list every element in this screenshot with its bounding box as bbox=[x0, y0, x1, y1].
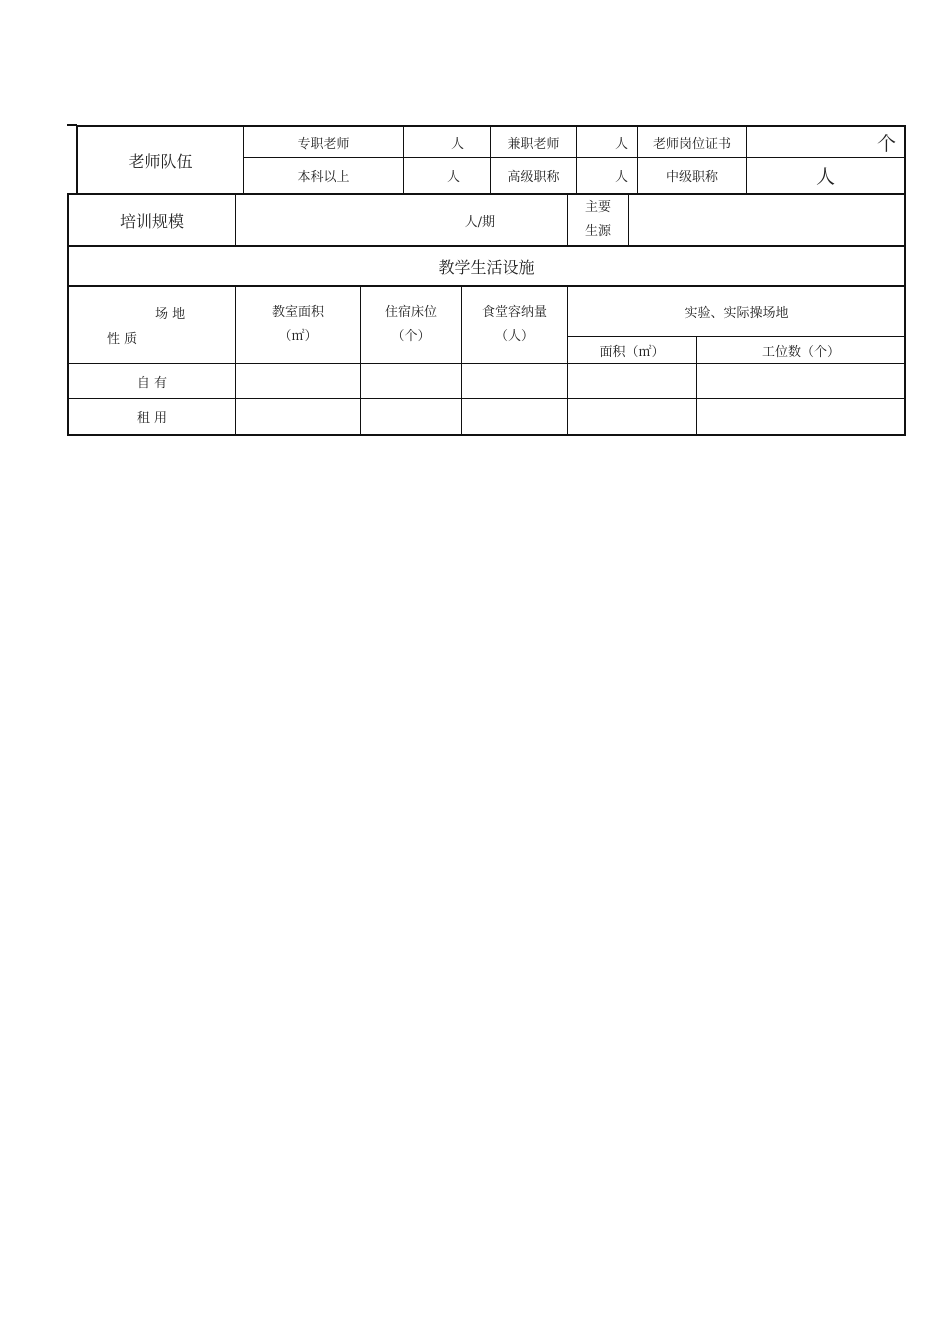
teachers-label: 老师队伍 bbox=[128, 151, 193, 171]
classroom-area-header: 教室面积 （㎡） bbox=[271, 305, 324, 344]
nature-header: 性 质 bbox=[107, 332, 138, 347]
lab-area-header: 面积（㎡） bbox=[599, 344, 665, 360]
fulltime-teachers-unit: 人 bbox=[450, 136, 464, 152]
fulltime-teachers-label: 专职老师 bbox=[297, 136, 350, 152]
owned-row-label: 自 有 bbox=[136, 375, 168, 391]
bachelor-unit: 人 bbox=[446, 170, 460, 185]
training-scale-unit: 人/期 bbox=[464, 214, 495, 230]
middle-title-unit: 人 bbox=[815, 166, 835, 188]
lab-stations-header: 工位数（个） bbox=[761, 344, 840, 360]
table-border-bottom bbox=[67, 434, 906, 436]
site-header: 场 地 bbox=[155, 307, 186, 322]
facilities-title: 教学生活设施 bbox=[438, 257, 535, 277]
training-scale-label: 培训规模 bbox=[119, 211, 184, 231]
senior-title-unit: 人 bbox=[614, 170, 628, 185]
parttime-teachers-unit: 人 bbox=[614, 136, 628, 152]
lab-site-header: 实验、实际操场地 bbox=[684, 306, 789, 321]
teacher-cert-unit: 个 bbox=[876, 132, 896, 155]
parttime-teachers-label: 兼职老师 bbox=[507, 136, 560, 152]
table-border-right bbox=[904, 125, 906, 436]
senior-title-label: 高级职称 bbox=[507, 170, 560, 185]
main-source-label: 主要 生源 bbox=[584, 200, 611, 239]
rented-row-label: 租 用 bbox=[136, 411, 168, 426]
middle-title-label: 中级职称 bbox=[665, 170, 718, 185]
teacher-cert-label: 老师岗位证书 bbox=[652, 136, 731, 152]
dorm-beds-header: 住宿床位 （个） bbox=[384, 305, 437, 344]
bachelor-label: 本科以上 bbox=[297, 170, 350, 185]
canteen-capacity-header: 食堂容纳量 （人） bbox=[481, 305, 547, 344]
